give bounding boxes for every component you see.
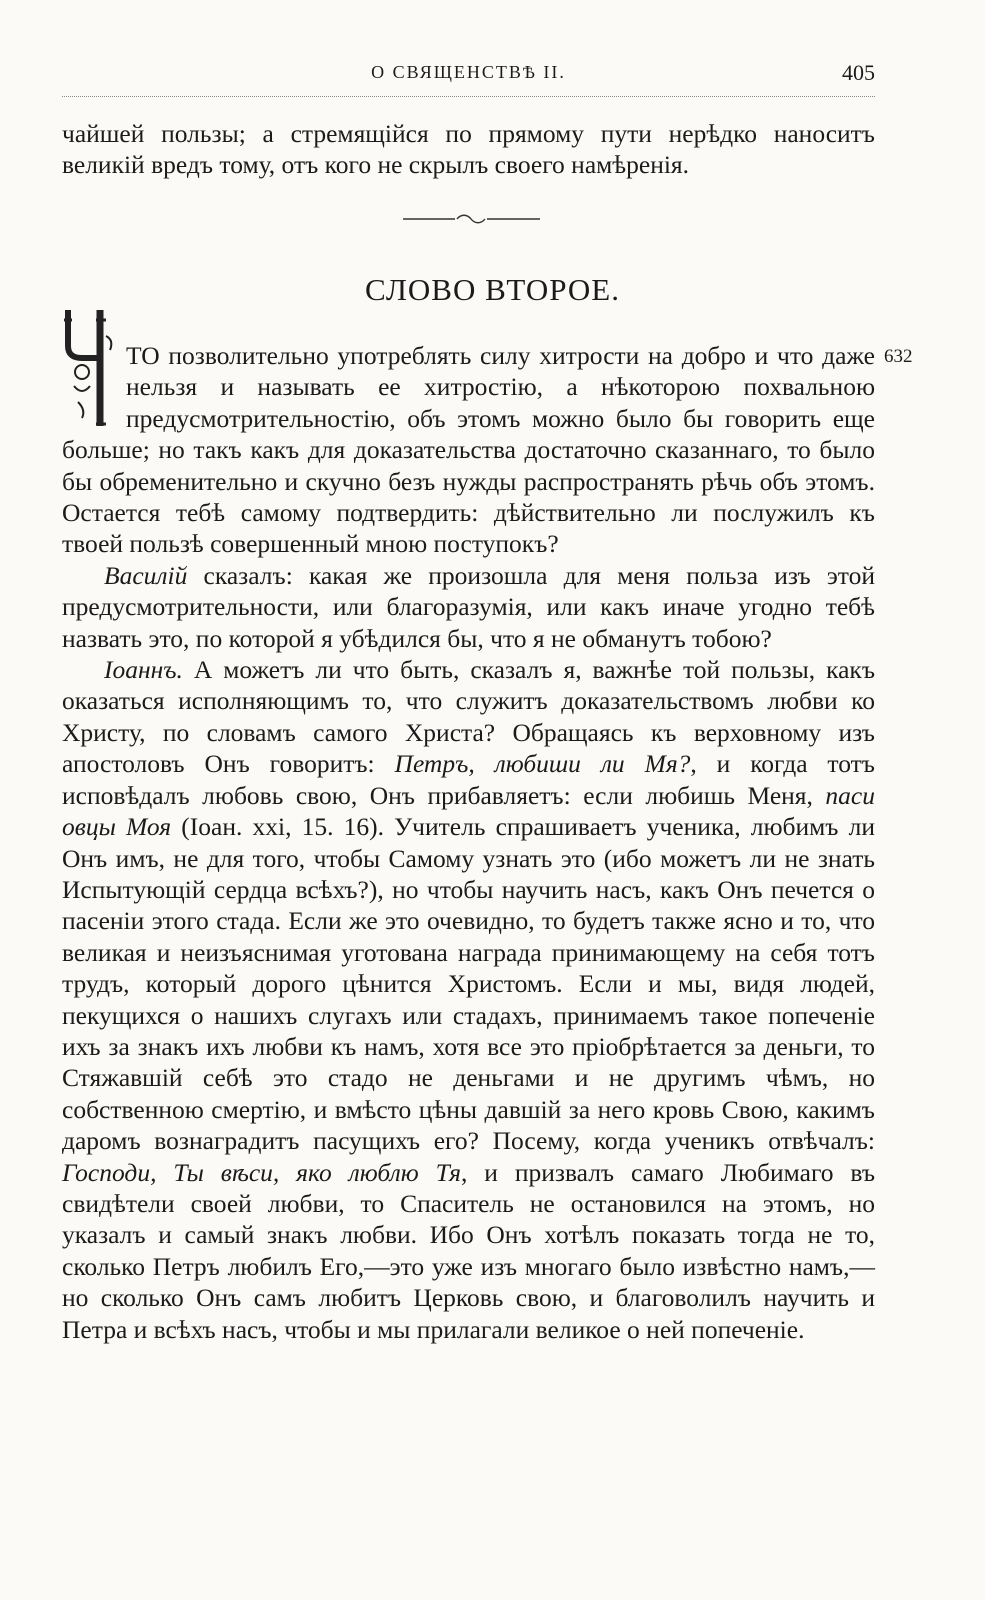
- running-title: О СВЯЩЕНСТВѢ II.: [371, 62, 566, 82]
- paragraph-3-text: (Іоан. xxi, 15. 16). Учитель спрашиваетъ ученика, любимъ ли Онъ имъ, не для того, чтобы Самому узнать это (ибо можетъ ли не знать Испытующій сердца всѣхъ?), но чтобы научить насъ, какъ Онъ печется о пасеніи этого стада. Если же это очевидно, то будетъ также ясно и то, что великая и неизъяснимая уготована награда принимающему на себя тотъ трудъ, который дорого цѣнится Христомъ. Если и мы, видя людей, пекущихся о нашихъ слугахъ или стадахъ, принимаемъ такое попеченіе ихъ за знакъ ихъ любви къ намъ, хотя все это пріобрѣтается за деньги, то Стяжавшій себѣ это стадо не деньгами и не другимъ чѣмъ, но собственною смертію, и вмѣсто цѣны давшій за него кровь Свою, какимъ даромъ вознаградитъ пасущихъ его? Посему, когда ученикъ отвѣчалъ:: [62, 812, 875, 1156]
- paragraph-3-text: А можетъ ли что быть, сказалъ я, важнѣе той пользы, какъ оказаться исполняющимъ то, что служитъ доказательствомъ любви ко Христу, по словамъ самого Христа? Обращаясь къ верховному изъ апостоловъ Онъ говоритъ:: [62, 655, 875, 779]
- paragraph-2-text: сказалъ: какая же произошла для меня польза изъ этой предусмотрительности, или благоразумія, или какъ иначе угодно тебѣ назвать это, по которой я убѣдился бы, что я не обманутъ тобою?: [62, 560, 875, 653]
- main-text: [62, 340, 875, 1345]
- decorated-initial-icon: [60, 306, 120, 434]
- section-title: СЛОВО ВТОРОЕ.: [364, 272, 620, 307]
- paragraph-1: [62, 340, 875, 560]
- carryover-paragraph: [62, 118, 875, 181]
- paragraph-2: [62, 560, 875, 654]
- paragraph-3-text: , и призвалъ самаго Любимаго въ свидѣтели своей любви, то Спаситель не остановился на этомъ, но указалъ и самый знакъ любви. Ибо Онъ хотѣлъ показать тогда не то, сколько Петръ любилъ Его,—это уже изъ многаго было извѣстно намъ,—но сколько Онъ самъ любитъ Церковь свою, и благоволилъ научить и Петра и всѣхъ насъ, чтобы и мы прилагали великое о ней попеченіе.: [62, 1157, 875, 1344]
- running-head: [62, 62, 875, 90]
- scripture-quote: Петръ, любиши ли Мя?: [394, 749, 691, 779]
- carryover-text: чайшей пользы; а стремящійся по прямому пути нерѣдко наноситъ великій вредъ тому, отъ кого не скрылъ своего намѣренія.: [62, 119, 875, 180]
- paragraph-1-text: ТО позволительно употреблять силу хитрости на добро и что даже нельзя и называть ее хитростію, а нѣкоторою похвальною предусмотрительностію, объ этомъ можно было бы говорить еще больше; но такъ какъ для доказательства достаточно сказаннаго, то было бы обременительно и скучно безъ нужды распространять рѣчь объ этомъ. Остается тебѣ самому подтвердить: дѣйствительно ли послужилъ къ твоей пользѣ совершенный мною поступокъ?: [62, 341, 875, 559]
- speaker-name: Василій: [104, 560, 188, 590]
- scripture-quote: Господи, Ты вѣси, яко люблю Тя: [62, 1157, 462, 1187]
- scripture-quote: паси овцы Моя: [62, 780, 875, 842]
- paragraph-3: [62, 654, 875, 1345]
- header-rule: [62, 96, 875, 97]
- speaker-name: Іоаннъ.: [104, 655, 183, 685]
- margin-note-number: 632: [884, 346, 913, 367]
- paragraph-3-text: , и когда тотъ исповѣдалъ любовь свою, Онъ прибавляетъ: если любишь Меня,: [62, 749, 875, 810]
- section-divider-ornament: [403, 213, 540, 225]
- page-number: 405: [842, 60, 875, 85]
